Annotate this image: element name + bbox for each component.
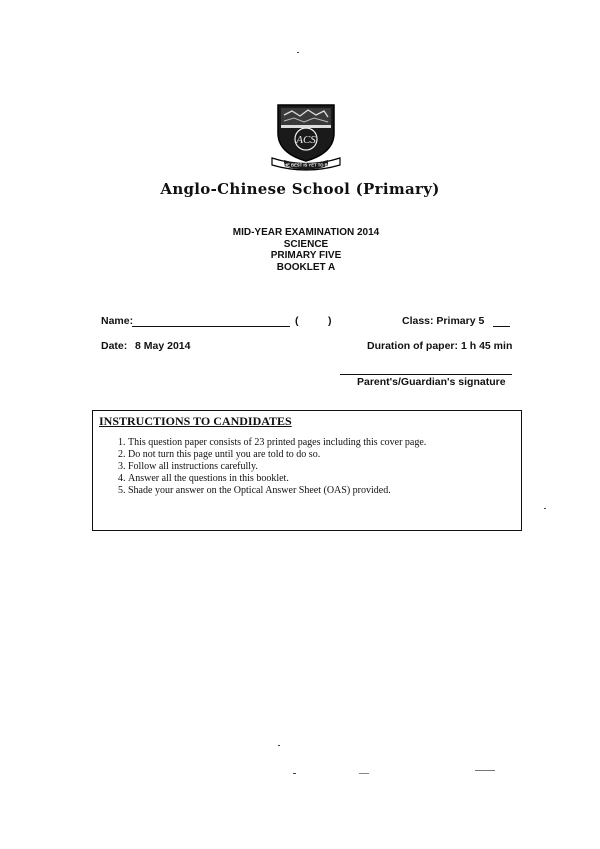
- duration-label: Duration of paper:: [367, 340, 458, 352]
- scan-speck: [544, 508, 546, 509]
- instructions-box: [92, 410, 522, 531]
- class-label: Class: Primary 5: [402, 315, 485, 327]
- instruction-item: 3. Follow all instructions carefully.: [128, 461, 426, 473]
- instructions-heading: INSTRUCTIONS TO CANDIDATES: [99, 414, 292, 428]
- subject-title: SCIENCE: [283, 238, 329, 250]
- instructions-list: [110, 437, 426, 497]
- date-label: Date:: [101, 340, 128, 352]
- svg-text:ACS: ACS: [296, 134, 316, 146]
- signature-label: Parent's/Guardian's signature: [357, 376, 506, 388]
- scan-speck: [359, 773, 369, 774]
- exam-title: MID-YEAR EXAMINATION 2014: [232, 227, 380, 238]
- date-value: 8 May 2014: [135, 340, 191, 352]
- instruction-item: 4. Answer all the questions in this booklet.: [128, 473, 426, 485]
- instruction-item: 2. Do not turn this page until you are told to do so.: [128, 449, 426, 461]
- name-field-line[interactable]: [132, 326, 290, 327]
- duration-value: 1 h 45 min: [461, 340, 513, 352]
- scan-speck: [278, 745, 280, 746]
- svg-text:THE BEST IS YET TO BE: THE BEST IS YET TO BE: [281, 162, 331, 168]
- instruction-item: 5. Shade your answer on the Optical Answer Sheet (OAS) provided.: [128, 485, 426, 497]
- scan-speck: [297, 52, 299, 53]
- index-paren-open: (: [295, 315, 299, 327]
- level-title: PRIMARY FIVE: [270, 250, 342, 261]
- school-crest-logo: [270, 103, 342, 173]
- exam-titles: [0, 227, 600, 273]
- scan-speck: [293, 773, 296, 774]
- index-paren-close: ): [328, 315, 332, 327]
- instruction-item: 1. This question paper consists of 23 printed pages including this cover page.: [128, 437, 426, 449]
- scan-speck: [475, 770, 495, 771]
- signature-line[interactable]: [340, 374, 512, 375]
- name-label: Name:: [101, 315, 134, 327]
- booklet-title: BOOKLET A: [276, 261, 336, 273]
- class-field-line[interactable]: [493, 326, 510, 327]
- school-name: Anglo-Chinese School (Primary): [160, 180, 440, 198]
